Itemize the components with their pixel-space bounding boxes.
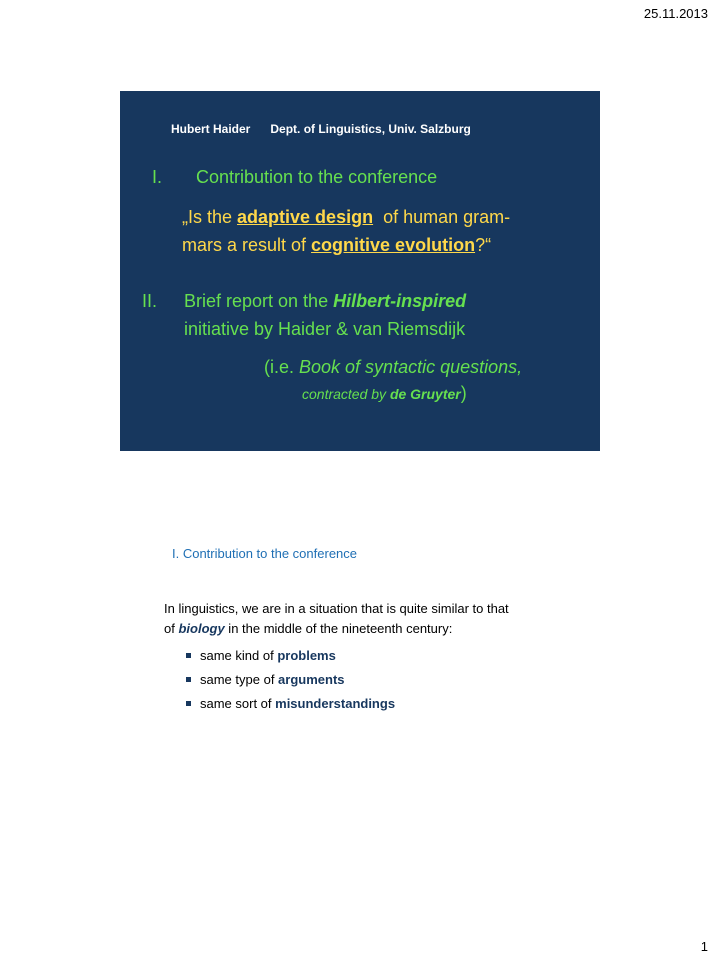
slide-2-title: I. Contribution to the conference	[172, 546, 358, 561]
para-line-1: In linguistics, we are in a situation that is quite similar to that	[164, 601, 509, 616]
book-title: Book of syntactic questions,	[299, 357, 523, 377]
quote-line-1	[182, 207, 510, 228]
quote-text: of human gram-	[373, 207, 511, 227]
item-2-numeral: II.	[142, 291, 158, 311]
slide-2-paragraph	[164, 599, 604, 639]
list-item	[186, 696, 395, 720]
square-bullet-icon	[186, 677, 191, 682]
author-line	[171, 122, 471, 136]
bullet-text: same sort of	[200, 696, 276, 711]
biology-emph: biology	[178, 621, 225, 636]
bullet-text: same kind of	[200, 648, 278, 663]
ie-open: (i.e.	[264, 357, 300, 377]
quote-text: mars a result of	[182, 235, 312, 255]
quote-text: „Is the	[182, 207, 238, 227]
author-name: Hubert Haider	[171, 122, 251, 136]
adaptive-design-emph: adaptive design	[237, 207, 374, 227]
bullet-text: same type of	[200, 672, 279, 687]
author-department: Dept. of Linguistics, Univ. Salzburg	[270, 122, 471, 136]
contracted-line	[302, 383, 467, 404]
quote-line-2	[182, 235, 491, 256]
bullet-emph: misunderstandings	[275, 696, 396, 711]
para-text: of	[164, 621, 179, 636]
bullet-emph: arguments	[278, 672, 345, 687]
item-2-line-2: initiative by Haider & van Riemsdijk	[184, 319, 466, 339]
title-slide	[120, 91, 600, 451]
item-1-text: Contribution to the conference	[196, 167, 438, 187]
ie-close: )	[460, 383, 467, 403]
item-2-line-1	[142, 291, 466, 312]
item-1	[152, 167, 437, 188]
hilbert-inspired-emph: Hilbert-inspired	[333, 291, 467, 311]
date-stamp: 25.11.2013	[643, 6, 708, 21]
para-line-2	[164, 619, 604, 639]
bullet-emph: problems	[277, 648, 336, 663]
list-item	[186, 648, 395, 672]
page-number: 1	[700, 939, 708, 954]
para-text: in the middle of the nineteenth century:	[224, 621, 453, 636]
ie-line	[264, 357, 522, 378]
cognitive-evolution-emph: cognitive evolution	[311, 235, 476, 255]
square-bullet-icon	[186, 701, 191, 706]
item-1-numeral: I.	[152, 167, 163, 187]
item-2-text: Brief report on the	[184, 291, 334, 311]
quote-text: ?“	[475, 235, 492, 255]
publisher-name: de Gruyter	[389, 386, 461, 402]
contracted-text: contracted by	[302, 386, 390, 402]
bullet-list	[186, 648, 395, 720]
list-item	[186, 672, 395, 696]
square-bullet-icon	[186, 653, 191, 658]
